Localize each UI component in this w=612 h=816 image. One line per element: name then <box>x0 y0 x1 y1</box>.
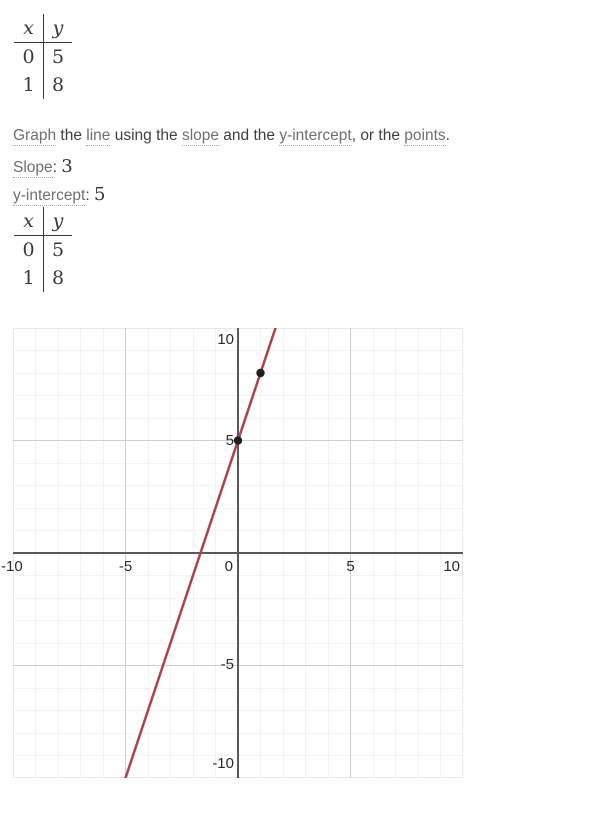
y-tick-label: -5 <box>220 656 234 673</box>
graph-svg[interactable] <box>13 328 463 778</box>
glossary-link-y-intercept[interactable]: y-intercept <box>279 127 352 144</box>
plotted-point[interactable] <box>256 369 264 377</box>
y-intercept-row <box>13 184 105 205</box>
table-header-x: x <box>14 14 44 42</box>
y-intercept-value: 5 <box>94 184 106 205</box>
glossary-link-points[interactable]: points <box>404 127 446 144</box>
table-cell: 0 <box>14 43 44 71</box>
table-header-row <box>14 207 72 236</box>
table-cell: 8 <box>51 267 65 289</box>
table-header-x: x <box>14 207 44 235</box>
glossary-link-graph[interactable]: Graph <box>13 127 57 144</box>
instruction-plain: using the <box>110 127 182 144</box>
slope-row <box>13 156 73 177</box>
table-cell: 5 <box>51 46 65 68</box>
instruction-plain: the <box>56 127 87 144</box>
xy-table-bottom <box>14 207 72 292</box>
x-tick-label: 5 <box>346 558 355 575</box>
instruction-plain: and the <box>219 127 280 144</box>
slope-value: 3 <box>61 156 73 177</box>
table-header-y: y <box>52 17 64 39</box>
table-header-y: y <box>52 210 64 232</box>
slope-separator: : <box>52 159 62 176</box>
x-tick-label: -5 <box>118 558 133 575</box>
glossary-link-line[interactable]: line <box>86 127 111 144</box>
table-cell: 8 <box>51 74 65 96</box>
y-tick-label: 10 <box>217 331 234 348</box>
instruction-plain: . <box>445 127 450 144</box>
table-cell: 0 <box>14 236 44 264</box>
y-tick-label: 5 <box>225 432 234 449</box>
x-tick-label: -10 <box>1 558 23 575</box>
y-intercept-separator: : <box>85 187 94 204</box>
instruction-plain: , or the <box>351 127 405 144</box>
coordinate-plane[interactable] <box>1 328 463 778</box>
xy-table-top <box>14 14 72 99</box>
glossary-link-slope[interactable]: slope <box>181 127 219 144</box>
table-header-row <box>14 14 72 43</box>
table-cell: 1 <box>14 264 44 292</box>
table-row <box>14 236 72 264</box>
x-tick-label: 0 <box>224 558 233 575</box>
table-cell: 1 <box>14 71 44 99</box>
glossary-link-y-intercept-label[interactable]: y-intercept <box>13 187 86 204</box>
instruction-text <box>13 127 450 145</box>
table-row <box>14 264 72 292</box>
glossary-link-slope-label[interactable]: Slope <box>13 159 53 176</box>
table-row <box>14 71 72 99</box>
table-cell: 5 <box>51 239 65 261</box>
x-tick-label: 10 <box>443 558 460 575</box>
table-row <box>14 43 72 71</box>
plotted-point[interactable] <box>234 436 242 444</box>
y-tick-label: -10 <box>212 755 234 772</box>
